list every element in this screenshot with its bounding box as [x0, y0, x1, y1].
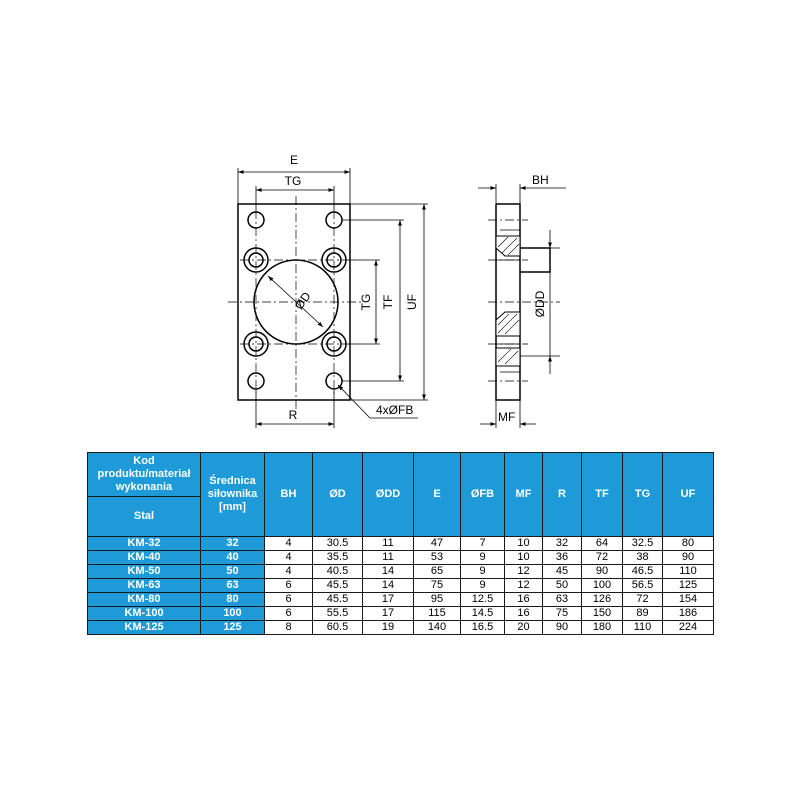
cell-bh: 4 — [265, 551, 313, 565]
cell-odd: 11 — [363, 537, 414, 551]
bore-diameter: 63 — [201, 579, 265, 593]
header-col-4: ØFB — [461, 453, 505, 537]
cell-bh: 6 — [265, 593, 313, 607]
cell-tf: 64 — [582, 537, 623, 551]
cell-r: 63 — [543, 593, 582, 607]
bore-diameter: 80 — [201, 593, 265, 607]
header-col-5: MF — [505, 453, 543, 537]
table-row — [88, 537, 714, 551]
bore-diameter: 32 — [201, 537, 265, 551]
table-row — [88, 579, 714, 593]
cell-tg: 72 — [623, 593, 663, 607]
product-code: KM-32 — [88, 537, 201, 551]
cell-odd: 14 — [363, 579, 414, 593]
cell-bh: 8 — [265, 621, 313, 635]
cell-odd: 11 — [363, 551, 414, 565]
cell-bh: 4 — [265, 565, 313, 579]
header-col-8: TG — [623, 453, 663, 537]
table-row — [88, 551, 714, 565]
header-bore: Średnica siłownika [mm] — [201, 453, 265, 537]
cell-ofb: 9 — [461, 551, 505, 565]
cell-tg: 38 — [623, 551, 663, 565]
cell-e: 95 — [414, 593, 461, 607]
cell-od: 45.5 — [313, 593, 363, 607]
cell-e: 53 — [414, 551, 461, 565]
cell-tg: 110 — [623, 621, 663, 635]
cell-tf: 180 — [582, 621, 623, 635]
cell-e: 65 — [414, 565, 461, 579]
cell-uf: 154 — [663, 593, 714, 607]
cell-r: 50 — [543, 579, 582, 593]
cell-e: 47 — [414, 537, 461, 551]
cell-e: 75 — [414, 579, 461, 593]
front-view — [228, 153, 428, 428]
cell-ofb: 12.5 — [461, 593, 505, 607]
header-col-2: ØDD — [363, 453, 414, 537]
header-col-6: R — [543, 453, 582, 537]
spec-table — [87, 452, 714, 635]
cell-bh: 6 — [265, 607, 313, 621]
cell-mf: 10 — [505, 551, 543, 565]
cell-uf: 125 — [663, 579, 714, 593]
cell-odd: 19 — [363, 621, 414, 635]
label-bh: BH — [532, 173, 549, 187]
product-code: KM-80 — [88, 593, 201, 607]
table-row — [88, 593, 714, 607]
cell-mf: 16 — [505, 593, 543, 607]
table-row — [88, 621, 714, 635]
cell-r: 32 — [543, 537, 582, 551]
cell-tf: 72 — [582, 551, 623, 565]
cell-od: 30.5 — [313, 537, 363, 551]
cell-bh: 6 — [265, 579, 313, 593]
cell-tg: 56.5 — [623, 579, 663, 593]
cell-tf: 150 — [582, 607, 623, 621]
table-row — [88, 565, 714, 579]
cell-tg: 32.5 — [623, 537, 663, 551]
label-tg-side: TG — [359, 293, 373, 311]
cell-ofb: 14.5 — [461, 607, 505, 621]
cell-r: 75 — [543, 607, 582, 621]
cell-ofb: 7 — [461, 537, 505, 551]
header-code: Kod produktu/materiał wykonania — [88, 453, 201, 497]
label-r: R — [288, 408, 298, 422]
table-row — [88, 607, 714, 621]
cell-od: 55.5 — [313, 607, 363, 621]
cell-e: 115 — [414, 607, 461, 621]
bore-diameter: 50 — [201, 565, 265, 579]
cell-odd: 17 — [363, 607, 414, 621]
product-code: KM-100 — [88, 607, 201, 621]
cell-tf: 100 — [582, 579, 623, 593]
cell-od: 45.5 — [313, 579, 363, 593]
header-col-9: UF — [663, 453, 714, 537]
label-tg-top: TG — [284, 174, 302, 188]
cell-ofb: 16.5 — [461, 621, 505, 635]
cell-uf: 110 — [663, 565, 714, 579]
bore-diameter: 40 — [201, 551, 265, 565]
cell-od: 40.5 — [313, 565, 363, 579]
cell-mf: 10 — [505, 537, 543, 551]
cell-ofb: 9 — [461, 565, 505, 579]
header-col-3: E — [414, 453, 461, 537]
cell-tf: 90 — [582, 565, 623, 579]
cell-uf: 224 — [663, 621, 714, 635]
header-col-0: BH — [265, 453, 313, 537]
product-code: KM-125 — [88, 621, 201, 635]
cell-odd: 14 — [363, 565, 414, 579]
cell-uf: 186 — [663, 607, 714, 621]
cell-bh: 4 — [265, 537, 313, 551]
cell-ofb: 9 — [461, 579, 505, 593]
cell-r: 45 — [543, 565, 582, 579]
cell-odd: 17 — [363, 593, 414, 607]
label-odd: ØDD — [533, 290, 547, 318]
bore-diameter: 125 — [201, 621, 265, 635]
label-e: E — [289, 153, 299, 167]
cell-uf: 80 — [663, 537, 714, 551]
cell-e: 140 — [414, 621, 461, 635]
cell-r: 90 — [543, 621, 582, 635]
product-code: KM-63 — [88, 579, 201, 593]
cell-mf: 16 — [505, 607, 543, 621]
side-view — [478, 173, 566, 428]
cell-tg: 46.5 — [623, 565, 663, 579]
cell-mf: 20 — [505, 621, 543, 635]
cell-mf: 12 — [505, 565, 543, 579]
cell-tf: 126 — [582, 593, 623, 607]
cell-od: 60.5 — [313, 621, 363, 635]
cell-r: 36 — [543, 551, 582, 565]
product-code: KM-40 — [88, 551, 201, 565]
header-material: Stal — [88, 497, 201, 537]
label-mf: MF — [498, 410, 516, 424]
label-holes: 4xØFB — [376, 403, 414, 417]
cell-uf: 90 — [663, 551, 714, 565]
header-col-1: ØD — [313, 453, 363, 537]
section-hatch — [496, 236, 520, 366]
cell-mf: 12 — [505, 579, 543, 593]
label-tf: TF — [381, 294, 395, 310]
header-col-7: TF — [582, 453, 623, 537]
label-uf: UF — [405, 294, 419, 310]
label-od: ØD — [291, 289, 314, 313]
cell-od: 35.5 — [313, 551, 363, 565]
cell-tg: 89 — [623, 607, 663, 621]
product-code: KM-50 — [88, 565, 201, 579]
bore-diameter: 100 — [201, 607, 265, 621]
